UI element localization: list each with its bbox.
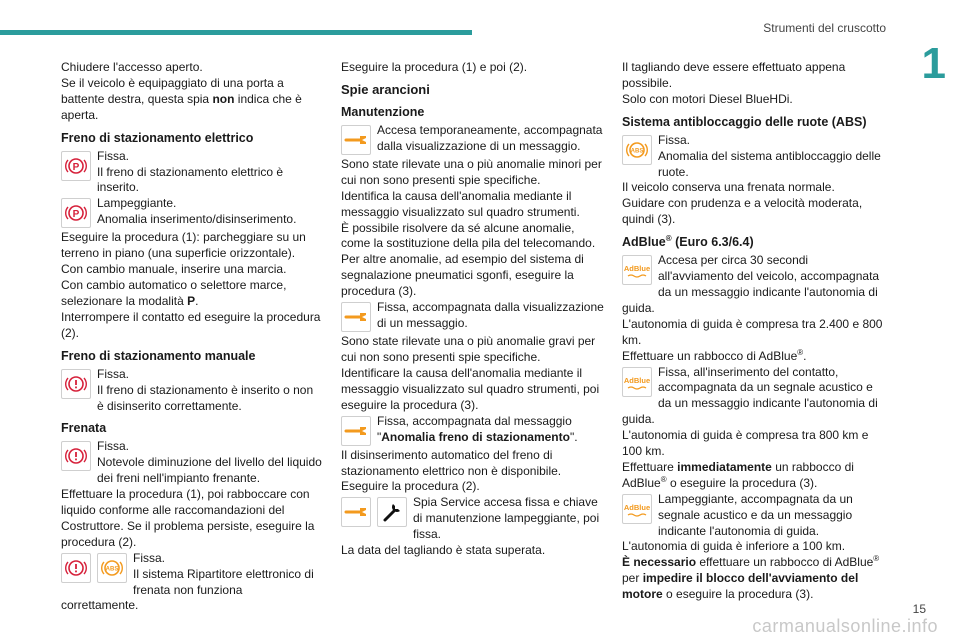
adblue-icon [622,494,652,524]
warning-row [61,196,323,230]
adblue-icon [622,367,652,397]
parking-brake-p-icon [61,198,91,228]
text: Fissa, accompagnata dalla visualizzazione di un messaggio. [377,300,604,330]
warning-row [61,439,323,487]
warning-row [61,551,323,615]
warning-row [341,414,605,448]
header-accent-bar [0,30,472,35]
text: Lampeggiante. [97,196,177,211]
text: Fissa. [97,148,130,163]
watermark: carmanualsonline.info [752,616,938,636]
chapter-title: Strumenti del cruscotto [763,21,886,35]
chapter-number: 1 [921,39,946,88]
text: Il disinserimento automatico del freno di stazionamento elettrico non è disponibile. [341,447,562,478]
text: Fissa. [97,439,130,454]
text: L'autonomia di guida è compresa tra 2.400 e 800 km. [622,316,883,347]
section-heading: Frenata [61,421,107,436]
text: Per altre anomalie, ad esempio del sistema di segnalazione pneumatici sgonfi, eseguire la procedura (3). [341,252,584,299]
warning-row [61,149,323,197]
warning-row [341,123,605,157]
brake-warning-icon [61,441,91,471]
svg-text:P: P [72,161,80,173]
wrench-icon [377,497,407,527]
text: Fissa. [97,366,130,381]
text: Identificare la causa dell'anomalia mediante il messaggio visualizzato sul quadro strumenti, poi eseguire la procedura (3). [341,365,600,412]
warning-row [622,133,884,181]
text: Lampeggiante, accompagnata da un segnale acustico e da un messaggio indicante l'autonomia di guida. [658,491,853,538]
warning-row [622,365,884,429]
text: Guidare con prudenza e a velocità moderata, quindi (3). [622,196,863,227]
abs-icon [97,553,127,583]
abs-icon [622,135,652,165]
wrench-icon [341,125,371,155]
wrench-icon [341,302,371,332]
text: Il veicolo conserva una frenata normale. [622,180,835,195]
svg-text:AdBlue: AdBlue [624,375,650,385]
section-heading: Spie arancioni [341,81,430,97]
text: L'autonomia di guida è inferiore a 100 km. [622,539,846,554]
column-2 [341,60,605,559]
warning-row [622,492,884,540]
text: È necessario effettuare un rabbocco di AdBlue® per impedire il blocco dell'avviamento del motore o eseguire la procedura (3). [622,554,880,602]
warning-row [341,495,605,543]
text: Effettuare la procedura (1), poi rabboccare con liquido conforme alle raccomandazioni del Costruttore. Se il problema persiste, eseguire la procedura (2). [61,487,315,549]
wrench-icon [341,416,371,446]
text: Accesa per circa 30 secondi all'avviamento del veicolo, accompagnata da un messaggio indicante l'autonomia di guida. [622,253,880,315]
text: Fissa. [658,132,691,147]
text: Anomalia del sistema antibloccaggio delle ruote. [658,148,881,179]
column-3 [622,60,884,603]
svg-text:AdBlue: AdBlue [624,264,650,274]
text: Fissa. [133,550,166,565]
text: Eseguire la procedura (2). [341,479,480,494]
svg-text:ABS: ABS [105,566,119,573]
text: Fissa, all'inserimento del contatto, accompagnata da un segnale acustico e da un messaggio indicante l'autonomia di guida. [622,364,878,427]
text: La data del tagliando è stata superata. [341,543,546,558]
text: Effettuare immediatamente un rabbocco di AdBlue® o eseguire la procedura (3). [622,459,854,490]
text: Effettuare un rabbocco di AdBlue®. [622,347,807,363]
section-heading: Manutenzione [341,104,425,119]
adblue-icon [622,255,652,285]
section-heading: Sistema antibloccaggio delle ruote (ABS) [622,114,867,129]
text: Sono state rilevate una o più anomalie gravi per cui non sono presenti spie specifiche. [341,334,596,364]
text: Eseguire la procedura (1): parcheggiare su un terreno in piano (una superficie orizzontale). [61,230,306,261]
text: Interrompere il contatto ed eseguire la procedura (2). [61,309,321,340]
warning-row [61,367,323,415]
text: Fissa, accompagnata dal messaggio "Anomalia freno di stazionamento". [377,413,578,444]
section-heading: Freno di stazionamento manuale [61,348,256,363]
text: Solo con motori Diesel BlueHDi. [622,91,793,106]
brake-warning-icon [61,369,91,399]
text: È possibile risolvere da sé alcune anomalie, come la sostituzione della pila del telecomando. [341,220,596,251]
section-heading: Freno di stazionamento elettrico [61,130,254,145]
text: Sono state rilevate una o più anomalie minori per cui non sono presenti spie specifiche. [341,156,602,187]
text: Con cambio automatico o selettore marce, selezionare la modalità P. [61,278,287,308]
text: Se il veicolo è equipaggiato di una porta a battente destra, questa spia non indica che è aperta. [61,75,302,122]
text: Eseguire la procedura (1) e poi (2). [341,60,528,74]
text: Notevole diminuzione del livello del liquido dei freni nell'impianto frenante. [97,455,322,486]
text: Anomalia inserimento/disinserimento. [97,212,297,227]
warning-row [622,253,884,317]
page-number: 15 [912,602,926,616]
warning-row [341,300,605,334]
parking-brake-p-icon [61,151,91,181]
text: Spia Service accesa fissa e chiave di manutenzione lampeggiante, poi fissa. [413,495,600,542]
text: Il freno di stazionamento elettrico è inserito. [97,164,284,195]
text: Il sistema Ripartitore elettronico di frenata non funziona correttamente. [61,566,314,613]
text: Accesa temporaneamente, accompagnata dalla visualizzazione di un messaggio. [377,122,603,153]
text: L'autonomia di guida è compresa tra 800 km e 100 km. [622,428,869,459]
text: Il freno di stazionamento è inserito o non è disinserito correttamente. [97,382,314,413]
svg-text:ABS: ABS [630,148,644,155]
svg-text:AdBlue: AdBlue [624,502,650,512]
text: Il tagliando deve essere effettuato appena possibile. [622,60,846,90]
svg-text:P: P [72,209,80,221]
text: Identifica la causa dell'anomalia mediante il messaggio visualizzato sul quadro strumenti. [341,188,580,219]
text: Chiudere l'accesso aperto. [61,60,203,74]
column-1 [61,60,323,614]
section-heading: AdBlue® (Euro 6.3/6.4) [622,234,754,250]
brake-warning-icon [61,553,91,583]
text: Con cambio manuale, inserire una marcia. [61,262,287,277]
wrench-icon [341,497,371,527]
